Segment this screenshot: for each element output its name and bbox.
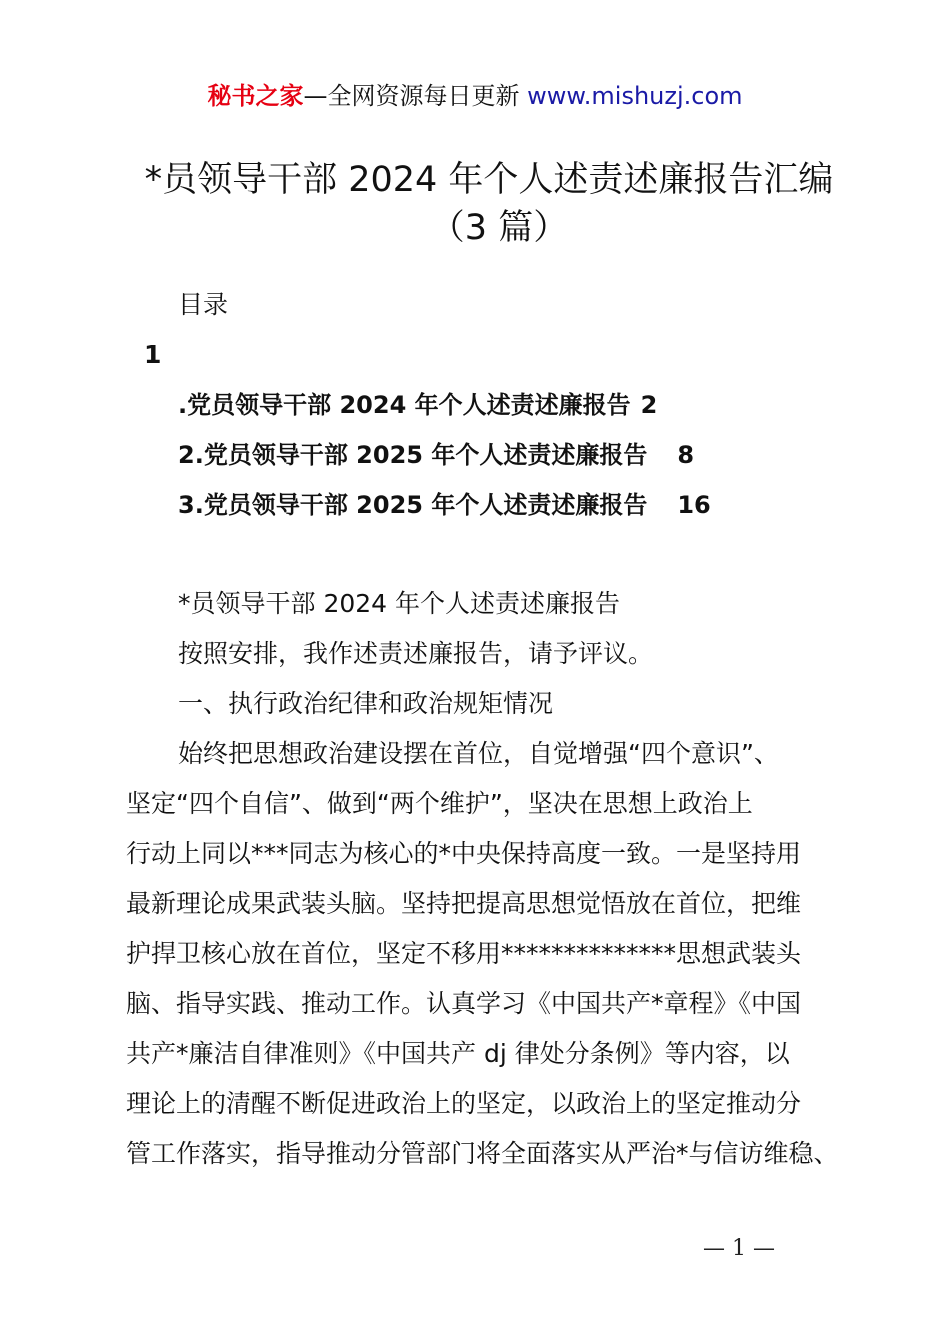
- toc-number: 1: [144, 340, 162, 369]
- paragraph-line: 脑、指导实践、推动工作。认真学习《中国共产*章程》《中国: [126, 989, 802, 1018]
- section-heading: 一、执行政治纪律和政治规矩情况: [178, 689, 554, 718]
- site-url-link[interactable]: www.mishuzj.com: [527, 82, 743, 110]
- paragraph-line: 理论上的清醒不断促进政治上的坚定，以政治上的坚定推动分: [126, 1089, 802, 1118]
- report-intro: 按照安排，我作述责述廉报告，请予评议。: [178, 639, 654, 668]
- page-number: — 1 —: [703, 1236, 775, 1261]
- toc-entry-title: 2.党员领导干部 2025 年个人述责述廉报告: [178, 441, 648, 469]
- paragraph-line: 坚定“四个自信”、做到“两个维护”，坚决在思想上政治上: [126, 789, 753, 818]
- document-title: *员领导干部 2024 年个人述责述廉报告汇编: [144, 160, 834, 200]
- toc-entry[interactable]: [178, 388, 657, 422]
- toc-entry-page: 16: [677, 491, 711, 519]
- site-brand: 秘书之家: [207, 82, 304, 110]
- toc-entry[interactable]: [178, 488, 711, 522]
- toc-heading: 目录: [178, 290, 229, 319]
- toc-entry-title: 3.党员领导干部 2025 年个人述责述廉报告: [178, 491, 648, 519]
- paragraph-line: 始终把思想政治建设摆在首位，自觉增强“四个意识”、: [178, 739, 779, 768]
- paragraph-line: 最新理论成果武装头脑。坚持把提高思想觉悟放在首位，把维: [126, 889, 802, 918]
- report-title: *员领导干部 2024 年个人述责述廉报告: [178, 589, 621, 618]
- toc-entry[interactable]: [178, 438, 694, 472]
- toc-entry-page: 2: [640, 391, 658, 419]
- toc-entry-title: .党员领导干部 2024 年个人述责述廉报告: [178, 391, 631, 419]
- site-tagline: —全网资源每日更新: [303, 82, 520, 110]
- paragraph-line: 管工作落实，指导推动分管部门将全面落实从严治*与信访维稳、: [126, 1139, 839, 1168]
- toc-entry-page: 8: [677, 441, 695, 469]
- document-title-count: （3 篇）: [429, 208, 569, 248]
- paragraph-line: 护捍卫核心放在首位，坚定不移用**************思想武装头: [126, 939, 802, 968]
- paragraph-line: 行动上同以***同志为核心的*中央保持高度一致。一是坚持用: [126, 839, 802, 868]
- paragraph-line: 共产*廉洁自律准则》《中国共产 dj 律处分条例》等内容，以: [126, 1039, 790, 1068]
- site-header: [0, 80, 950, 112]
